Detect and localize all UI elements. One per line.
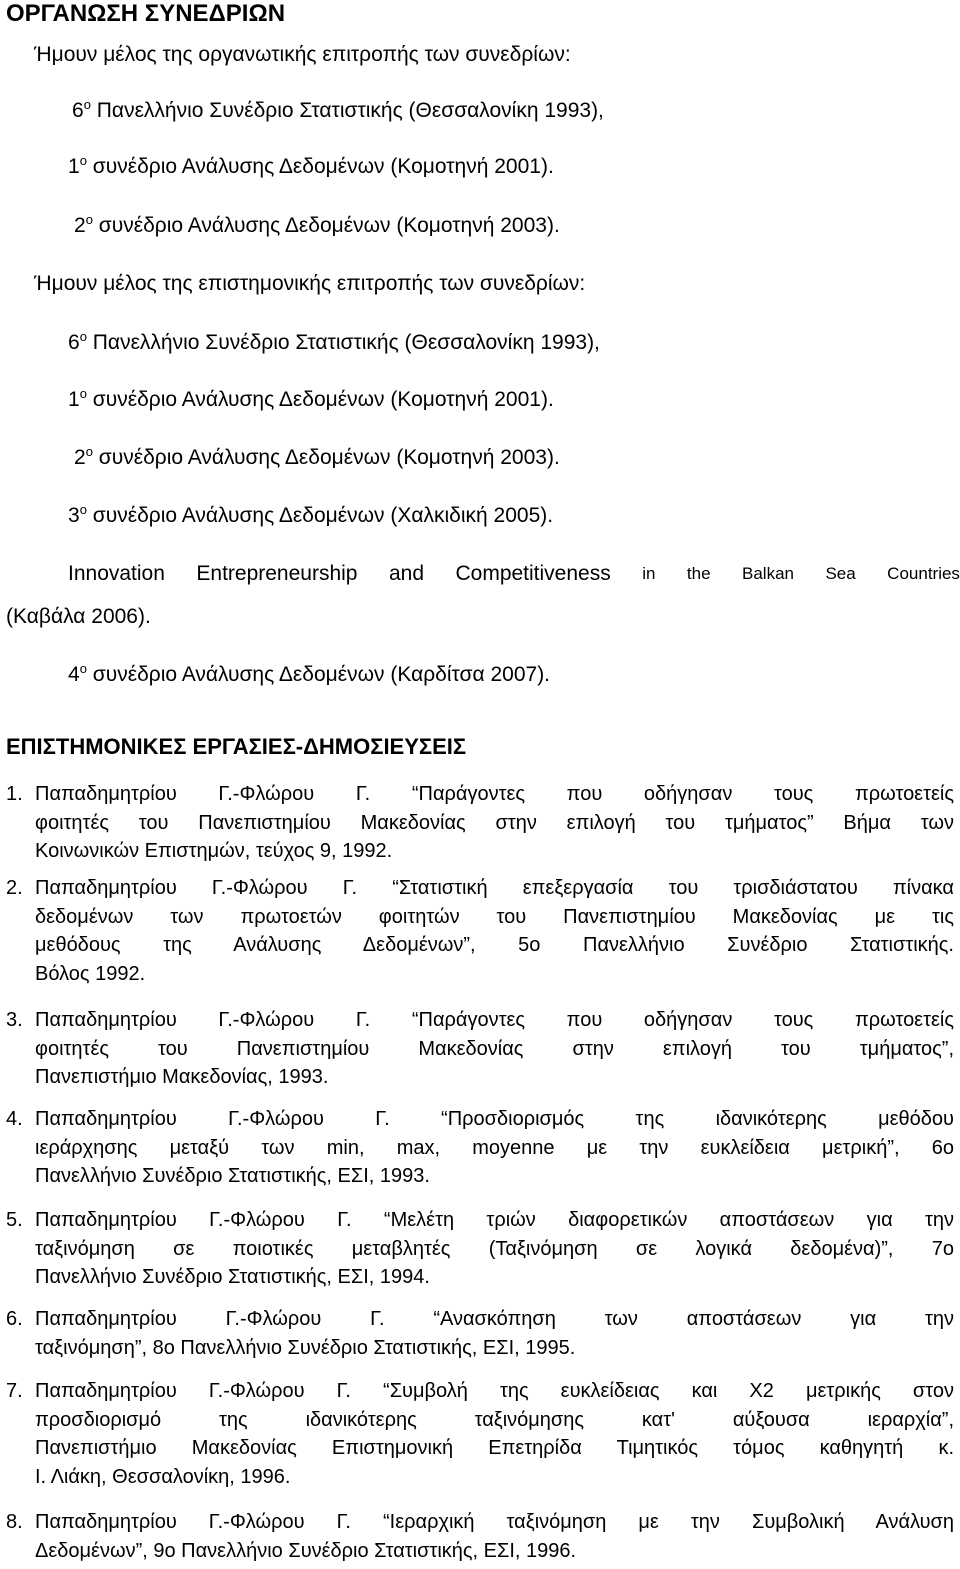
word: Balkan [742,564,794,583]
word: the [686,564,711,583]
innovation-conference-line [68,561,960,587]
word: and [388,562,425,585]
reference-item: 6. Παπαδημητρίου Γ.-Φλώρου Γ. “Ανασκόπηση των αποστάσεων για την ταξινόμηση”, 8ο Πανελλήνιο Συνέδριο Στατιστικής, ΕΣΙ, 1995. [6,1308,954,1359]
word: Innovation [68,562,165,585]
word: Countries [887,564,960,583]
scientific-item: $1^o$ συνέδριο Ανάλυσης Δεδομένων (Κομοτηνή 2001). [68,386,554,411]
word: Sea [825,564,856,583]
organizing-committee-intro: Ήμουν μέλος της οργανωτικής επιτροπής των συνεδρίων: [34,43,571,66]
word: Competitiveness [455,562,611,585]
section-title-publications: ΕΠΙΣΤΗΜΟΝΙΚΕΣ ΕΡΓΑΣΙΕΣ-ΔΗΜΟΣΙΕΥΣΕΙΣ [6,734,467,759]
reference-item: 5. Παπαδημητρίου Γ.-Φλώρου Γ. “Μελέτη τριών διαφορετικών αποστάσεων για την ταξινόμηση σε ποιοτικές μεταβλητές (Ταξινόμηση σε λογικά δεδομένα)”, 7ο Πανελλήνιο Συνέδριο Στατιστικής, ΕΣΙ, 1994. [6,1209,954,1289]
scientific-item: $2^o$ συνέδριο Ανάλυσης Δεδομένων (Κομοτηνή 2003). [74,444,560,469]
innovation-conference-location: (Καβάλα 2006). [6,605,151,628]
scientific-item: $6^o$ Πανελλήνιο Συνέδριο Στατιστικής (Θεσσαλονίκη 1993), [68,329,600,354]
organizing-item: $6^o$ Πανελλήνιο Συνέδριο Στατιστικής (Θεσσαλονίκη 1993), [72,97,604,122]
section-title-conferences: ΟΡΓΑΝΩΣΗ ΣΥΝΕΔΡΙΩΝ [6,0,286,27]
scientific-committee-intro: Ήμουν μέλος της επιστημονικής επιτροπής των συνεδρίων: [34,272,586,295]
scientific-item: $3^o$ συνέδριο Ανάλυσης Δεδομένων (Χαλκιδική 2005). [68,502,554,527]
reference-item: 1. Παπαδημητρίου Γ.-Φλώρου Γ. “Παράγοντες που οδήγησαν τους πρωτοετείς φοιτητές του Πανεπιστημίου Μακεδονίας στην επιλογή του τμήματος” Βήμα των Κοινωνικών Επιστημών, τεύχος 9, 1992. [6,783,954,863]
reference-item: 7. Παπαδημητρίου Γ.-Φλώρου Γ. “Συμβολή της ευκλείδειας και Χ2 μετρικής στον προσδιορισμό της ιδανικότερης ταξινόμησης κατ' αύξουσα ιεραρχία”, Πανεπιστήμιο Μακεδονίας Επιστημονική Επετηρίδα Τιμητικός τόμος καθηγητή κ. Ι. Λιάκη, Θεσσαλονίκη, 1996. [6,1380,954,1488]
organizing-item: $2^o$ συνέδριο Ανάλυσης Δεδομένων (Κομοτηνή 2003). [74,212,560,237]
reference-item: 2. Παπαδημητρίου Γ.-Φλώρου Γ. “Στατιστική επεξεργασία του τρισδιάστατου πίνακα δεδομένων των πρωτοετών φοιτητών του Πανεπιστημίου Μακεδονίας με τις μεθόδους της Ανάλυσης Δεδομένων”, 5ο Πανελλήνιο Συνέδριο Στατιστικής. Βόλος 1992. [6,877,954,985]
scientific-item: $4^o$ συνέδριο Ανάλυσης Δεδομένων (Καρδίτσα 2007). [68,661,551,686]
word: Entrepreneurship [196,562,358,585]
reference-item: 8. Παπαδημητρίου Γ.-Φλώρου Γ. “Ιεραρχική ταξινόμηση με την Συμβολική Ανάλυση Δεδομένων”, 9ο Πανελλήνιο Συνέδριο Στατιστικής, ΕΣΙ, 1996. [6,1511,954,1562]
organizing-item: $1^o$ συνέδριο Ανάλυσης Δεδομένων (Κομοτηνή 2001). [68,153,554,178]
reference-item: 4. Παπαδημητρίου Γ.-Φλώρου Γ. “Προσδιορισμός της ιδανικότερης μεθόδου ιεράρχησης μεταξύ των min, max, moyenne με την ευκλείδεια μετρική”, 6ο Πανελλήνιο Συνέδριο Στατιστικής, ΕΣΙ, 1993. [6,1108,954,1188]
word: in [642,564,656,583]
reference-item: 3. Παπαδημητρίου Γ.-Φλώρου Γ. “Παράγοντες που οδήγησαν τους πρωτοετείς φοιτητές του Πανεπιστημίου Μακεδονίας στην επιλογή του τμήματος”, Πανεπιστήμιο Μακεδονίας, 1993. [6,1009,954,1089]
